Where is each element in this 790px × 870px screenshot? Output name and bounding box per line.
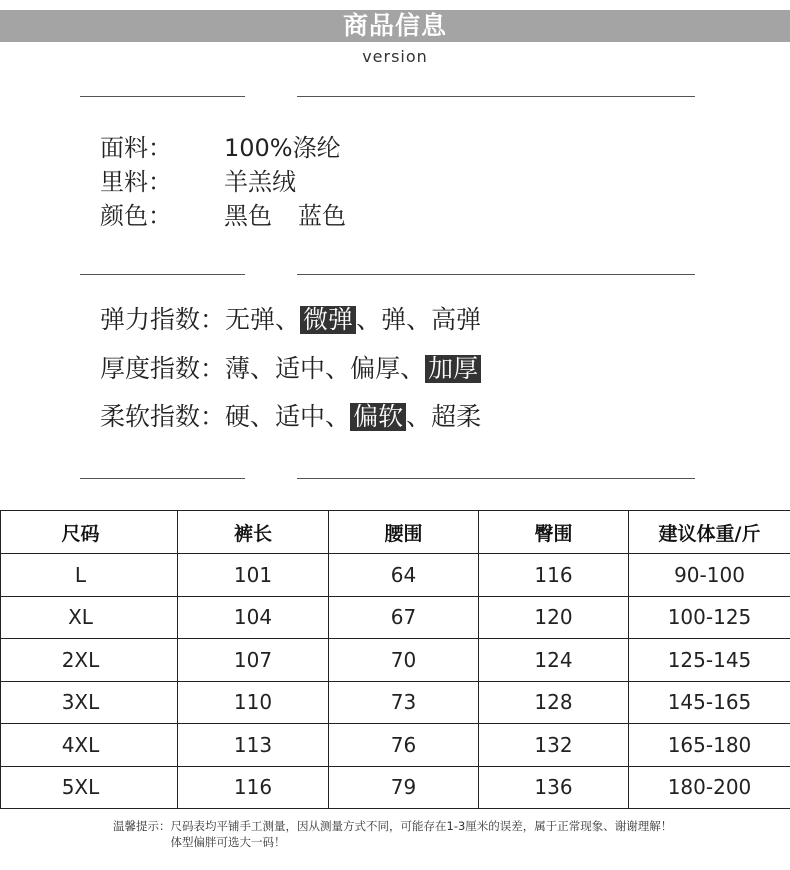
material-section (100, 131, 346, 233)
size-table-body (1, 554, 790, 809)
cell-size: 5XL (1, 766, 178, 809)
note-line: 体型偏胖可选大一码！ (170, 835, 286, 849)
divider (0, 478, 790, 479)
cell-hip: 136 (479, 766, 629, 809)
cell-pants-length: 116 (178, 766, 329, 809)
index-option: 高弹 (431, 305, 482, 334)
index-label: 厚度指数： (100, 353, 226, 383)
indices-section (100, 296, 481, 442)
cell-waist: 67 (329, 596, 479, 639)
divider-left-segment (80, 96, 245, 97)
cell-weight: 145-165 (629, 681, 790, 724)
size-table-row (1, 681, 790, 724)
cell-pants-length: 110 (178, 681, 329, 724)
index-option: 偏厚 (350, 353, 401, 383)
cell-weight: 100-125 (629, 596, 790, 639)
index-option: 硬 (225, 402, 251, 431)
cell-waist: 64 (329, 554, 479, 597)
cell-pants-length: 104 (178, 596, 329, 639)
cell-hip: 128 (479, 681, 629, 724)
page-title: 商品信息 (342, 11, 447, 40)
lining-row (100, 165, 346, 199)
cell-waist: 70 (329, 639, 479, 682)
fabric-row (100, 131, 346, 165)
separator: 、 (406, 305, 432, 334)
cell-size: 4XL (1, 724, 178, 767)
softness-index-row (100, 393, 481, 442)
separator: 、 (406, 402, 432, 431)
note-line: 尺码表均平铺手工测量，因从测量方式不同，可能存在1-3厘米的误差，属于正常现象、谢谢理解！ (170, 819, 673, 833)
separator: 、 (356, 305, 382, 334)
note-prefix: 温馨提示： (113, 819, 171, 833)
header-weight: 建议体重/斤 (629, 511, 790, 554)
cell-waist: 73 (329, 681, 479, 724)
size-table-row (1, 724, 790, 767)
color-label: 颜色： (100, 202, 172, 230)
divider (0, 96, 790, 97)
index-option: 薄 (225, 353, 251, 383)
index-label: 弹力指数： (100, 305, 226, 334)
separator: 、 (400, 353, 426, 383)
size-table-row (1, 596, 790, 639)
color-value-black: 黑色 (224, 202, 272, 230)
cell-pants-length: 101 (178, 554, 329, 597)
index-option: 超柔 (431, 402, 482, 431)
index-option-selected: 偏软 (350, 403, 406, 431)
cell-size: 2XL (1, 639, 178, 682)
cell-size: 3XL (1, 681, 178, 724)
size-table (0, 510, 790, 809)
index-label: 柔软指数： (100, 402, 226, 431)
cell-hip: 116 (479, 554, 629, 597)
divider-left-segment (80, 274, 245, 275)
note-lines (171, 818, 673, 850)
divider (0, 274, 790, 275)
cell-size: L (1, 554, 178, 597)
size-table-head (1, 511, 790, 554)
separator: 、 (250, 402, 276, 431)
size-table-row (1, 639, 790, 682)
cell-pants-length: 107 (178, 639, 329, 682)
index-option: 无弹 (225, 305, 276, 334)
size-note (113, 818, 672, 850)
header-pants-length: 裤长 (178, 511, 329, 554)
title-banner (0, 10, 790, 42)
page-subtitle: version (362, 47, 428, 66)
divider-right-segment (297, 478, 695, 479)
divider-right-segment (297, 96, 695, 97)
divider-left-segment (80, 478, 245, 479)
lining-label: 里料： (100, 168, 172, 196)
thickness-index-row (100, 345, 481, 394)
cell-weight: 125-145 (629, 639, 790, 682)
index-option-selected: 微弹 (300, 306, 356, 334)
header-hip: 臀围 (479, 511, 629, 554)
size-table-row (1, 554, 790, 597)
cell-weight: 165-180 (629, 724, 790, 767)
size-table-row (1, 766, 790, 809)
cell-hip: 132 (479, 724, 629, 767)
index-option: 适中 (275, 402, 326, 431)
index-option: 弹 (381, 305, 407, 334)
separator: 、 (250, 353, 276, 383)
cell-size: XL (1, 596, 178, 639)
divider-right-segment (297, 274, 695, 275)
index-option-selected: 加厚 (425, 355, 481, 383)
header-waist: 腰围 (329, 511, 479, 554)
fabric-value: 100%涤纶 (224, 134, 341, 162)
cell-hip: 124 (479, 639, 629, 682)
separator: 、 (325, 402, 351, 431)
cell-weight: 180-200 (629, 766, 790, 809)
cell-weight: 90-100 (629, 554, 790, 597)
cell-hip: 120 (479, 596, 629, 639)
color-row (100, 199, 346, 233)
cell-waist: 76 (329, 724, 479, 767)
fabric-label: 面料： (100, 134, 172, 162)
size-table-header-row (1, 511, 790, 554)
color-value-blue: 蓝色 (298, 202, 346, 230)
lining-value: 羊羔绒 (224, 168, 296, 196)
separator: 、 (325, 353, 351, 383)
cell-pants-length: 113 (178, 724, 329, 767)
header-size: 尺码 (1, 511, 178, 554)
index-option: 适中 (275, 353, 326, 383)
elasticity-index-row (100, 296, 481, 345)
separator: 、 (275, 305, 301, 334)
cell-waist: 79 (329, 766, 479, 809)
